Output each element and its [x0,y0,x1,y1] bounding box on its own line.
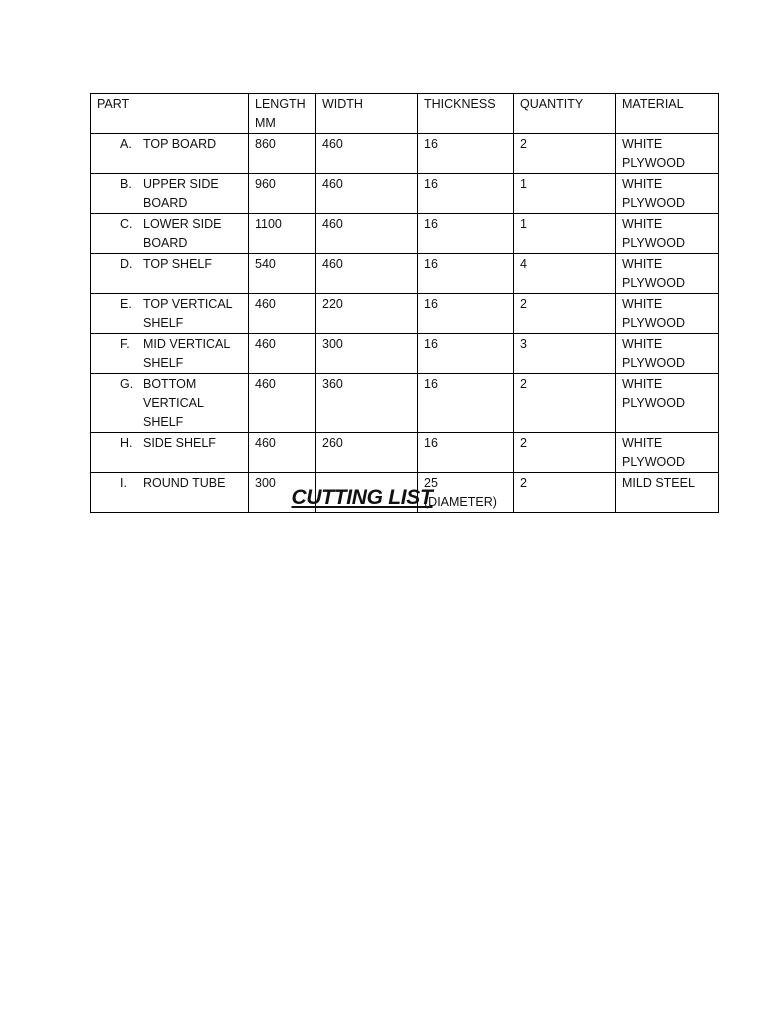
quantity-cell: 2 [514,374,616,433]
part-name: TOP SHELF [143,257,213,271]
length-cell: 300 [249,473,316,513]
length-cell: 960 [249,174,316,214]
width-cell: 300 [316,334,418,374]
part-cell [91,374,249,433]
table-caption: CUTTING LIST [291,486,433,509]
part-letter: G. [120,377,134,391]
thickness-cell: 16 [418,174,514,214]
part-letter: B. [120,177,132,191]
width-cell: 220 [316,294,418,334]
part-letter: A. [120,137,132,151]
part-cell [91,134,249,174]
material-cell: WHITE PLYWOOD [616,294,719,334]
part-cell [91,334,249,374]
material-cell: WHITE PLYWOOD [616,214,719,254]
table-header-row [91,94,719,134]
material-cell: WHITE PLYWOOD [616,134,719,174]
header-material: MATERIAL [616,94,719,134]
header-quantity: QUANTITY [514,94,616,134]
table-row [91,433,719,473]
header-part: PART [91,94,249,134]
part-name: MID VERTICAL SHELF [143,337,230,370]
part-cell [91,433,249,473]
quantity-cell: 3 [514,334,616,374]
part-letter: I. [120,476,127,490]
table-row [91,254,719,294]
width-cell: 360 [316,374,418,433]
table-row [91,214,719,254]
part-name: UPPER SIDE BOARD [143,177,219,210]
part-cell [91,174,249,214]
width-cell: 260 [316,433,418,473]
material-cell: WHITE PLYWOOD [616,334,719,374]
table-row [91,334,719,374]
table-row [91,134,719,174]
length-cell: 460 [249,294,316,334]
table-row [91,374,719,433]
part-letter: F. [120,337,130,351]
quantity-cell: 2 [514,294,616,334]
length-cell: 460 [249,374,316,433]
part-cell [91,254,249,294]
material-cell: WHITE PLYWOOD [616,254,719,294]
quantity-cell: 1 [514,214,616,254]
quantity-cell: 2 [514,433,616,473]
part-name: BOTTOM VERTICAL SHELF [143,377,204,429]
width-cell: 460 [316,134,418,174]
width-cell: 460 [316,214,418,254]
cutting-list-table [90,93,719,513]
part-name: TOP VERTICAL SHELF [143,297,233,330]
length-cell: 540 [249,254,316,294]
quantity-cell: 1 [514,174,616,214]
thickness-cell: 25 (DIAMETER) [418,473,514,513]
header-width: WIDTH [316,94,418,134]
width-cell: 460 [316,174,418,214]
quantity-cell: 4 [514,254,616,294]
part-name: ROUND TUBE [143,476,226,490]
material-cell: WHITE PLYWOOD [616,433,719,473]
part-letter: H. [120,436,133,450]
length-cell: 460 [249,433,316,473]
width-cell: 460 [316,254,418,294]
part-cell [91,214,249,254]
thickness-cell: 16 [418,214,514,254]
length-cell: 1100 [249,214,316,254]
header-length: LENGTH MM [249,94,316,134]
quantity-cell: 2 [514,473,616,513]
quantity-cell: 2 [514,134,616,174]
part-letter: C. [120,217,133,231]
part-letter: D. [120,257,133,271]
thickness-cell: 16 [418,433,514,473]
thickness-cell: 16 [418,374,514,433]
table-row [91,294,719,334]
part-name: SIDE SHELF [143,436,216,450]
thickness-cell: 16 [418,294,514,334]
thickness-cell: 16 [418,134,514,174]
part-letter: E. [120,297,132,311]
part-name: TOP BOARD [143,137,217,151]
part-cell [91,294,249,334]
length-cell: 860 [249,134,316,174]
length-cell: 460 [249,334,316,374]
thickness-cell: 16 [418,254,514,294]
material-cell: MILD STEEL [616,473,719,513]
material-cell: WHITE PLYWOOD [616,374,719,433]
header-thickness: THICKNESS [418,94,514,134]
table-row [91,174,719,214]
thickness-cell: 16 [418,334,514,374]
material-cell: WHITE PLYWOOD [616,174,719,214]
part-name: LOWER SIDE BOARD [143,217,222,250]
